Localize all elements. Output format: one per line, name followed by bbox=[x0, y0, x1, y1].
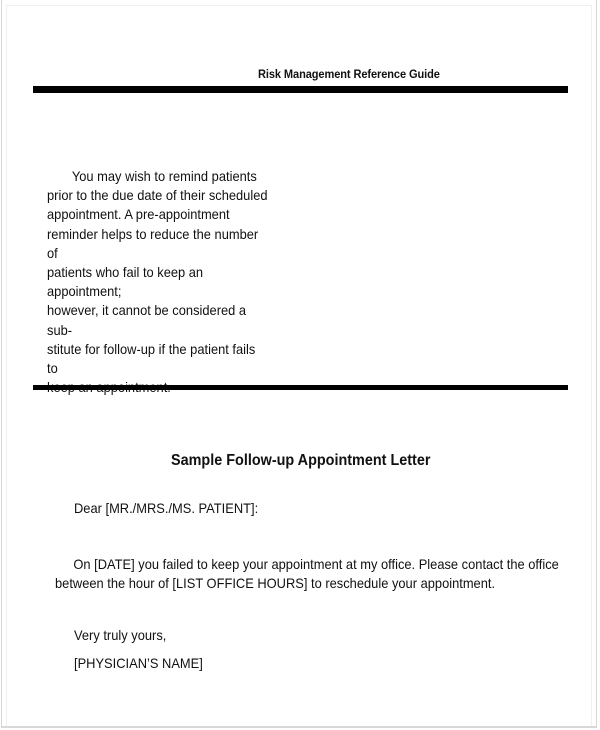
running-header-title: Risk Management Reference Guide bbox=[258, 67, 440, 81]
reminder-tip-paragraph bbox=[47, 167, 268, 397]
tip-line: reminder helps to reduce the number of bbox=[47, 225, 259, 261]
tip-line: however, it cannot be considered a sub- bbox=[47, 302, 247, 338]
tip-line: You may wish to remind patients bbox=[71, 168, 257, 184]
section-divider-rule bbox=[33, 385, 568, 390]
tip-line: stitute for follow-up if the patient fails to bbox=[47, 340, 256, 377]
tip-line: appointment. A pre-appointment bbox=[47, 206, 230, 223]
letter-salutation: Dear [MR./MRS./MS. PATIENT]: bbox=[74, 500, 259, 516]
tip-line: prior to the due date of their scheduled bbox=[47, 187, 268, 204]
letter-signature: [PHYSICIAN’S NAME] bbox=[74, 655, 203, 671]
letter-title: Sample Follow-up Appointment Letter bbox=[171, 452, 431, 469]
letter-body-line: between the hour of [LIST OFFICE HOURS] to reschedule your appointment. bbox=[55, 575, 496, 591]
header-rule bbox=[33, 86, 568, 93]
tip-line: patients who fail to keep an appointment; bbox=[47, 264, 204, 300]
letter-body-line: On [DATE] you failed to keep your appointment at my office. Please contact the office bbox=[73, 556, 559, 572]
letter-closing: Very truly yours, bbox=[74, 627, 167, 643]
letter-body-paragraph bbox=[55, 555, 559, 593]
